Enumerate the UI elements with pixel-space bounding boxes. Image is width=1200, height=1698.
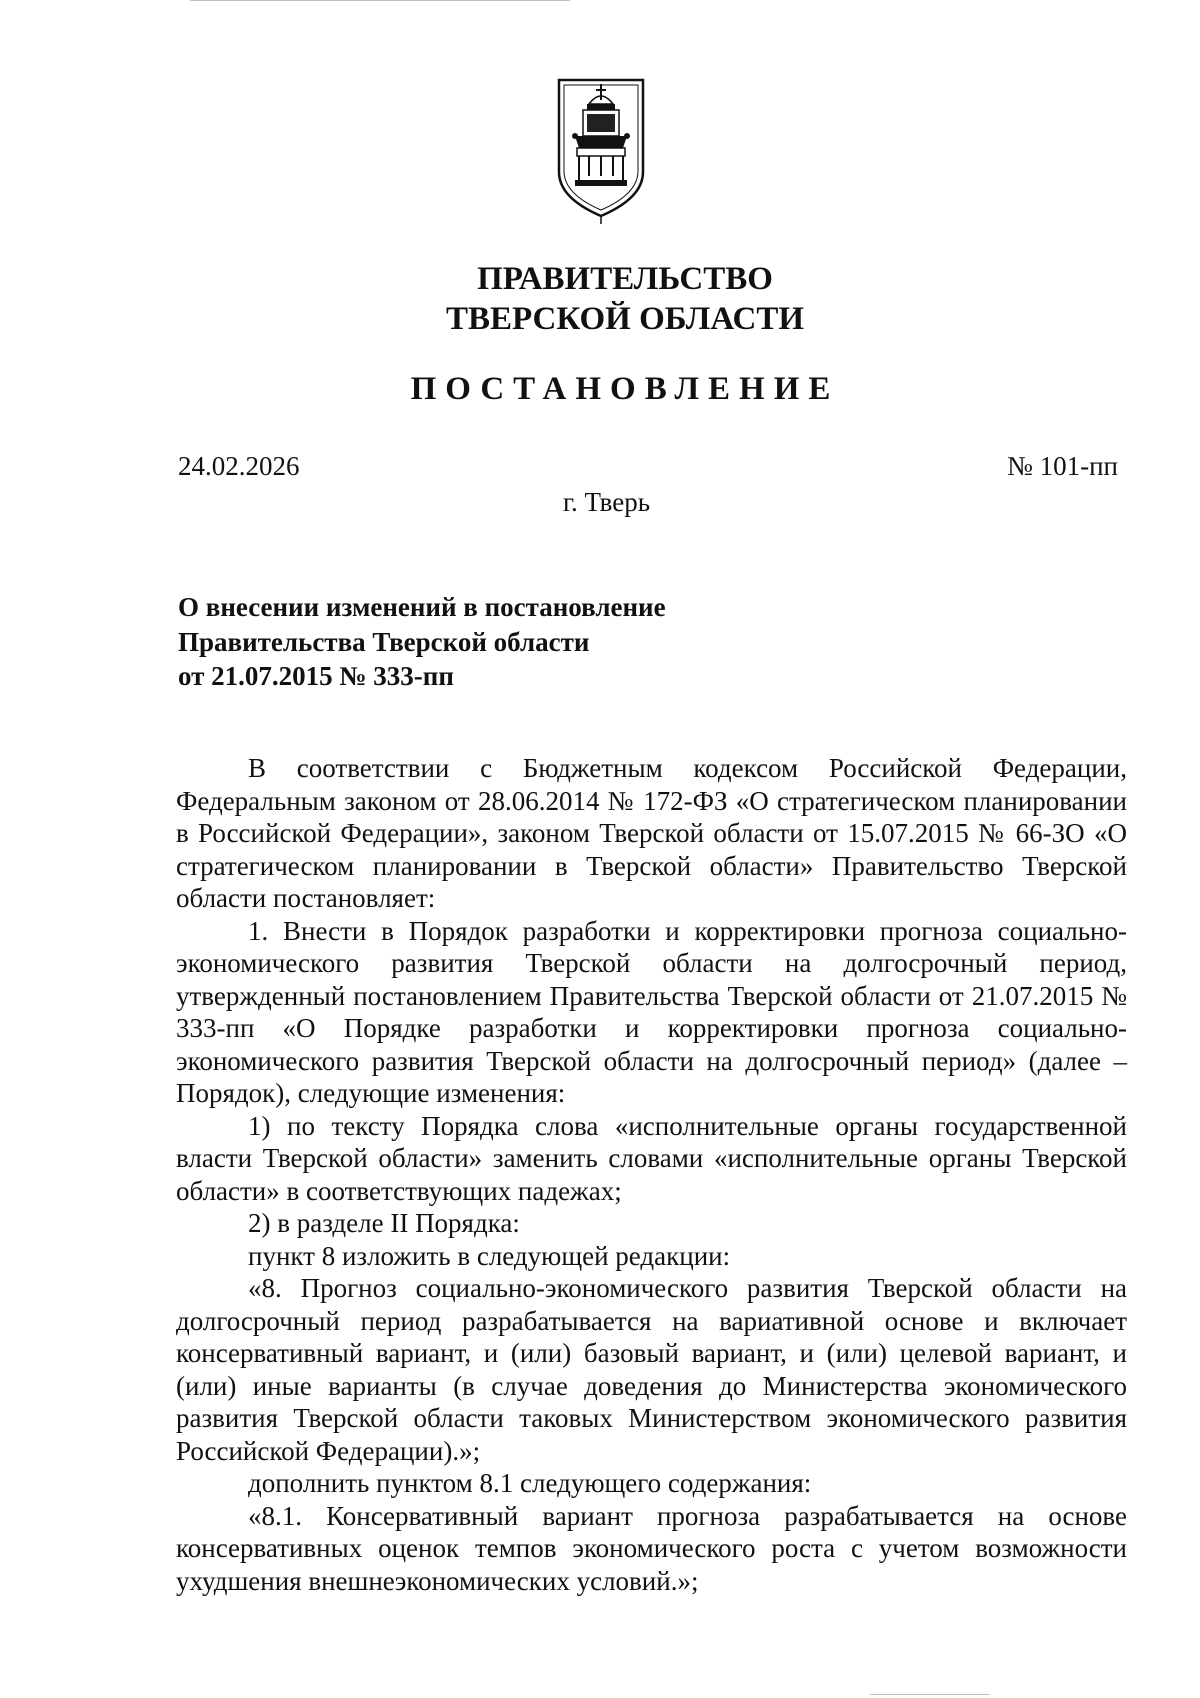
body-paragraph: «8.1. Консервативный вариант прогноза разрабатывается на основе консервативных оценок темпов экономического роста с учетом возможности ухудшения внешнеэкономических условий.»; [176,1500,1127,1596]
document-type: ПОСТАНОВЛЕНИЕ [410,371,840,407]
coat-of-arms-emblem [553,76,649,224]
document-city: г. Тверь [563,487,651,517]
body-paragraph: пункт 8 изложить в следующей редакции: [248,1240,731,1271]
body-paragraph: дополнить пунктом 8.1 следующего содержания: [248,1468,812,1498]
body-paragraph: 1) по тексту Порядка слова «исполнительные органы государственной власти Тверской области» заменить словами «исполнительные органы Тверской области» в соответствующих падежах; [176,1110,1127,1206]
subject-line: от 21.07.2015 № 333-пп [178,661,454,691]
document-body [176,752,1127,1597]
document-date: 24.02.2026 [178,451,300,481]
body-paragraph: 2) в разделе II Порядка: [248,1208,520,1238]
body-paragraph: В соответствии с Бюджетным кодексом Российской Федерации, Федеральным законом от 28.06.2014 № 172-ФЗ «О стратегическом планировании в Российской Федерации», законом Тверской области от 15.07.2015 № 66-ЗО «О стратегическом планировании в Тверской области» Правительство Тверской области постановляет: [176,753,1127,913]
scan-edge-bottom [870,1694,990,1695]
document-number: № 101-пп [1007,451,1118,481]
body-paragraph: «8. Прогноз социально-экономического развития Тверской области на долгосрочный период разрабатывается на вариативной основе и включает консервативный вариант, и (или) базовый вариант, и (или) целевой вариант, и (или) иные варианты (в случае доведения до Министерства экономического развития Тверской области таковых Министерством экономического развития Российской Федерации).»; [176,1273,1127,1466]
scan-edge-top [190,0,570,1]
org-title-line2: ТВЕРСКОЙ ОБЛАСТИ [445,301,805,337]
org-title-line1: ПРАВИТЕЛЬСТВО [477,261,773,297]
body-paragraph: 1. Внести в Порядок разработки и корректировки прогноза социально-экономического развития Тверской области на долгосрочный период, утвержденный постановлением Правительства Тверской области от 21.07.2015 № 333-пп «О Порядке разработки и корректировки прогноза социально-экономического развития Тверской области на долгосрочный период» (далее – Порядок), следующие изменения: [176,915,1127,1108]
subject-line: Правительства Тверской области [178,626,590,657]
document-subject [178,590,666,694]
subject-line: О внесении изменений в постановление [178,592,666,622]
